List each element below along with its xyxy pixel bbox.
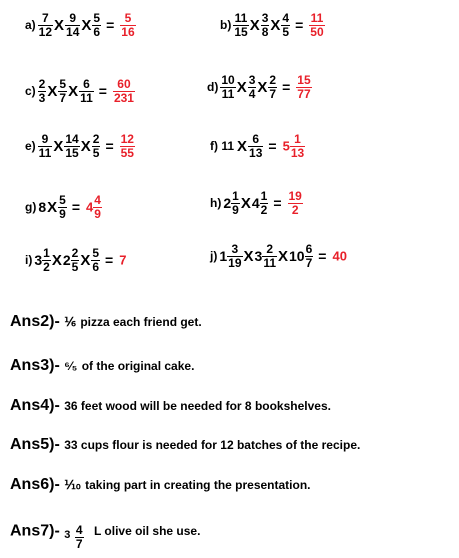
problem-j: [210, 243, 347, 269]
fraction: [227, 243, 242, 269]
fraction: [58, 194, 67, 220]
denominator: 2: [291, 202, 299, 217]
numerator: 9: [65, 12, 80, 26]
denominator: 13: [290, 145, 305, 160]
numerator: 14: [65, 132, 79, 146]
fraction: [65, 12, 80, 38]
denominator: 5: [282, 24, 290, 39]
answer-fraction: ⅙: [64, 315, 76, 329]
numerator: 2: [71, 246, 79, 260]
answer-label: Ans7)-: [10, 522, 60, 540]
answer-7: [10, 518, 201, 551]
times-operator: X: [80, 137, 91, 155]
denominator: 7: [75, 536, 83, 551]
numerator: 2: [262, 243, 277, 257]
equals-sign: =: [71, 199, 81, 216]
numerator: 7: [38, 12, 53, 26]
numerator: 2: [269, 73, 277, 87]
denominator: 55: [120, 145, 134, 160]
fraction: [268, 74, 277, 100]
numerator: 3: [261, 11, 269, 25]
denominator: 2: [43, 259, 50, 274]
answer-6: [10, 476, 311, 494]
problem-a: [25, 12, 136, 38]
fraction: [91, 247, 100, 273]
fraction: [71, 247, 80, 273]
answer-text: 33 cups flour is needed for 12 batches of the recipe.: [64, 438, 361, 452]
problem-label: i): [25, 252, 33, 267]
times-operator: X: [257, 78, 268, 96]
answer-fraction: ⅒: [64, 478, 81, 492]
fraction: [231, 190, 240, 216]
times-operator: X: [270, 16, 281, 34]
numerator: 1: [260, 189, 268, 203]
numerator: 3: [248, 73, 256, 87]
answer-label: Ans3)-: [10, 357, 60, 374]
denominator: 11: [221, 86, 235, 101]
fraction: [38, 133, 53, 159]
problem-d: [207, 74, 312, 100]
fraction: [58, 78, 67, 104]
problem-label: a): [25, 17, 36, 32]
numerator: 11: [310, 11, 324, 25]
fraction: [248, 133, 263, 159]
answer-fraction: [113, 78, 135, 104]
answer-text: taking part in creating the presentation.: [85, 478, 311, 492]
times-operator: X: [249, 16, 260, 34]
denominator: 7: [269, 86, 277, 101]
answer-fraction: [309, 12, 324, 38]
problem-label: j): [210, 248, 218, 263]
problem-h: [210, 190, 303, 216]
times-operator: X: [240, 194, 251, 212]
times-operator: X: [278, 247, 289, 265]
numerator: 6: [305, 242, 313, 256]
denominator: 9: [94, 206, 101, 221]
problem-g: [25, 194, 102, 220]
numerator: 5: [59, 193, 66, 207]
answer-whole: 5: [282, 138, 290, 154]
denominator: 14: [66, 24, 80, 39]
fraction: [262, 243, 277, 269]
answer-fraction: [288, 190, 303, 216]
problem-label: h): [210, 195, 222, 210]
denominator: 9: [232, 202, 239, 217]
answer-2: [10, 313, 202, 331]
answer-label: Ans4)-: [10, 397, 60, 414]
equals-sign: =: [282, 79, 291, 96]
denominator: 6: [93, 24, 101, 39]
numerator: 1: [43, 246, 50, 260]
denominator: 7: [59, 90, 67, 105]
fraction: [233, 12, 248, 38]
times-operator: X: [47, 82, 58, 100]
denominator: 5: [92, 145, 100, 160]
denominator: 4: [248, 86, 256, 101]
times-operator: X: [243, 247, 254, 265]
times-operator: X: [54, 16, 65, 34]
fraction: [79, 78, 94, 104]
numerator: 6: [248, 133, 263, 147]
numerator: 5: [120, 12, 135, 26]
equals-sign: =: [318, 248, 327, 265]
numerator: 5: [59, 77, 67, 91]
whole-number: 2: [62, 252, 71, 269]
equals-sign: =: [106, 17, 115, 34]
denominator: 8: [261, 24, 269, 39]
equals-sign: =: [268, 138, 277, 155]
numerator: 4: [75, 523, 83, 537]
times-operator: X: [236, 78, 247, 96]
equals-sign: =: [98, 83, 107, 100]
denominator: 7: [305, 255, 313, 270]
times-operator: X: [68, 82, 79, 100]
answer-value: 7: [119, 252, 127, 268]
times-operator: X: [53, 137, 64, 155]
problem-label: c): [25, 83, 36, 98]
denominator: 2: [260, 202, 268, 217]
problem-b: [220, 12, 325, 38]
whole-number: 4: [251, 195, 260, 212]
problem-label: f) 11: [210, 138, 235, 153]
answer-whole: 3: [64, 529, 71, 542]
denominator: 3: [38, 90, 46, 105]
denominator: 77: [297, 86, 311, 101]
problem-i: [25, 247, 126, 273]
whole-number: 2: [223, 195, 232, 212]
numerator: 15: [297, 73, 311, 87]
answer-value: 40: [332, 248, 347, 264]
times-operator: X: [47, 198, 58, 216]
fraction: [42, 247, 51, 273]
times-operator: X: [51, 251, 62, 269]
answer-fraction: [296, 74, 311, 100]
times-operator: X: [237, 137, 248, 155]
answer-fraction: [75, 524, 84, 550]
denominator: 231: [113, 90, 134, 105]
equals-sign: =: [273, 195, 282, 212]
denominator: 12: [38, 24, 53, 39]
problem-e: [25, 133, 135, 159]
fraction: [92, 12, 101, 38]
numerator: 11: [234, 11, 248, 25]
problem-label: b): [220, 17, 232, 32]
answer-5: [10, 436, 360, 454]
numerator: 9: [38, 133, 53, 147]
problem-f: [210, 133, 305, 159]
answer-fraction: [290, 133, 305, 159]
equals-sign: =: [105, 252, 114, 269]
denominator: 9: [59, 206, 66, 221]
fraction: [38, 78, 47, 104]
fraction: [281, 12, 290, 38]
whole-number: 3: [34, 252, 43, 269]
whole-number: 10: [289, 248, 305, 265]
answer-label: Ans6)-: [10, 476, 60, 493]
numerator: 10: [221, 73, 235, 87]
denominator: 15: [234, 24, 248, 39]
denominator: 11: [263, 255, 276, 270]
answer-label: Ans5)-: [10, 436, 60, 453]
answer-text: of the original cake.: [81, 359, 195, 373]
fraction: [64, 133, 79, 159]
whole-number: 8: [38, 199, 47, 216]
denominator: 50: [310, 24, 324, 39]
times-operator: X: [80, 251, 91, 269]
fraction: [248, 74, 257, 100]
numerator: 1: [290, 133, 305, 147]
fraction: [261, 12, 270, 38]
numerator: 6: [79, 78, 94, 92]
answer-3: [10, 357, 194, 375]
equals-sign: =: [295, 17, 304, 34]
denominator: 13: [249, 145, 263, 160]
answer-text: L olive oil she use.: [93, 524, 201, 539]
numerator: 2: [92, 132, 100, 146]
fraction: [38, 12, 53, 38]
answer-whole: 4: [86, 199, 94, 215]
denominator: 5: [71, 259, 79, 274]
problem-label: e): [25, 138, 36, 153]
denominator: 15: [65, 145, 79, 160]
numerator: 19: [288, 189, 302, 203]
problem-label: d): [207, 79, 219, 94]
whole-number: 3: [254, 248, 263, 265]
answer-label: Ans2)-: [10, 313, 60, 330]
problem-label: g): [25, 199, 37, 214]
fraction: [305, 243, 314, 269]
equals-sign: =: [105, 138, 114, 155]
whole-number: 1: [219, 248, 228, 265]
numerator: 2: [38, 77, 46, 91]
denominator: 19: [228, 255, 242, 270]
numerator: 12: [120, 132, 134, 146]
denominator: 11: [38, 145, 52, 160]
numerator: 5: [92, 246, 100, 260]
numerator: 60: [113, 78, 135, 92]
numerator: 3: [227, 243, 242, 257]
answer-fraction: ⁶⁄₅: [64, 359, 78, 373]
fraction: [92, 133, 101, 159]
answer-4: [10, 397, 331, 415]
problem-c: [25, 78, 135, 104]
answer-fraction: [93, 194, 102, 220]
fraction: [220, 74, 235, 100]
numerator: 4: [282, 11, 290, 25]
denominator: 16: [121, 24, 135, 39]
numerator: 5: [93, 11, 101, 25]
numerator: 4: [94, 193, 101, 207]
numerator: 1: [232, 189, 239, 203]
times-operator: X: [81, 16, 92, 34]
answer-text: pizza each friend get.: [80, 315, 202, 329]
answer-fraction: [120, 12, 135, 38]
fraction: [260, 190, 269, 216]
answer-fraction: [120, 133, 135, 159]
denominator: 11: [80, 90, 93, 105]
denominator: 6: [92, 259, 100, 274]
answer-text: 36 feet wood will be needed for 8 bookshelves.: [64, 399, 331, 413]
